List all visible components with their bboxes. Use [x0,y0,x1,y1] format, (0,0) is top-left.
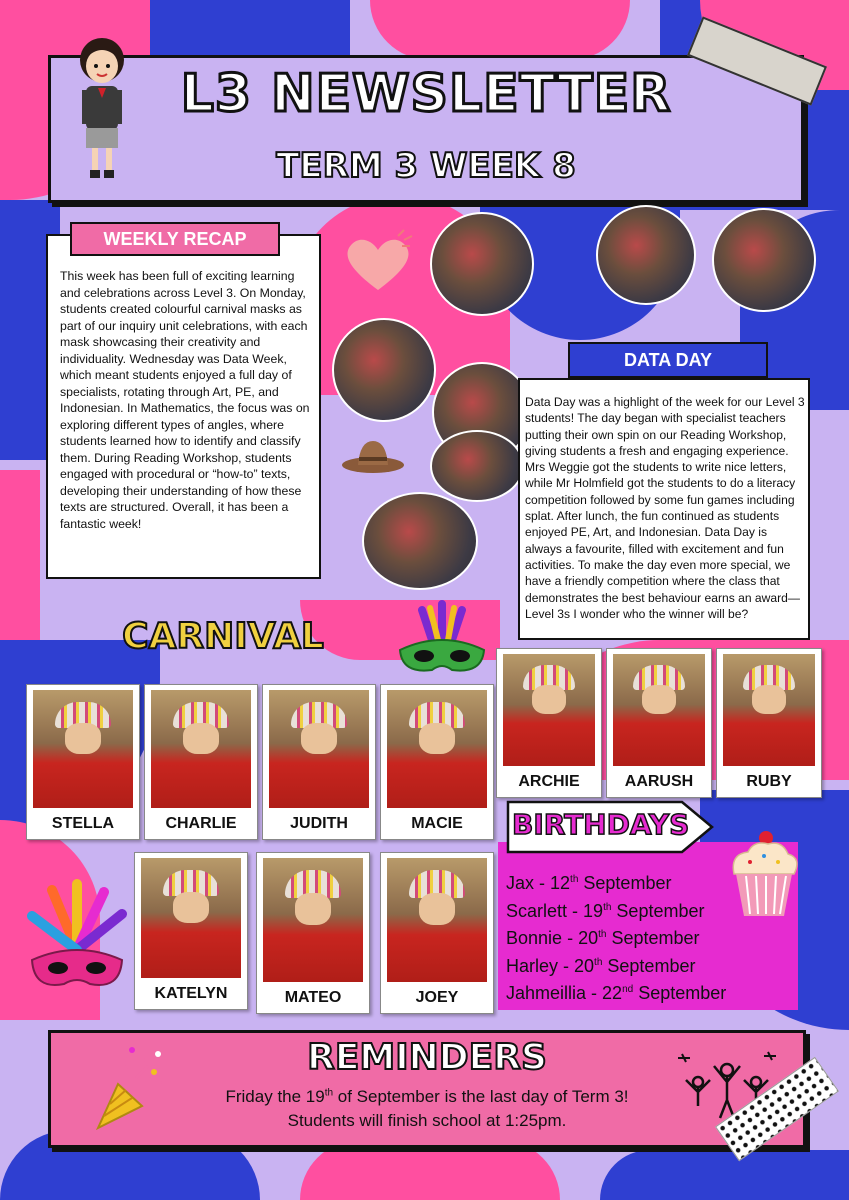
student-card [716,648,822,798]
carnival-logo [122,606,324,666]
weekly-recap-text: This week has been full of exciting learning and celebrations across Level 3. On Monday, students created colourful carnival masks as part of our inquiry unit celebrations, with each mask showcasing their creativity and individuality. Wednesday was Data Week, which meant students enjoyed a full day of specialists, rotating through Art, PE, and Indonesian. In Mathematics, the focus was on exploring different types of angles, where students learned how to identify and classify them. During Reading Workshop, students engaged with procedural or “how-to” texts, developing their understanding of how these texts are structured. Overall, it has been a fantastic week! [60,269,310,531]
photo-circle [362,492,478,590]
birthday-list [506,868,726,1006]
photo-circle [430,430,524,502]
hat-icon [340,435,406,480]
student-name: KATELYN [154,985,228,1002]
student-card [380,852,494,1014]
student-name: AARUSH [624,773,694,790]
photo-circle [430,212,534,316]
photo-circle [712,208,816,312]
birthday-entry: Jax - 12th September [506,873,672,893]
birthdays-heading: BIRTHDAYS [512,808,690,841]
student-card [606,648,712,798]
photo-circle [596,205,696,305]
carnival-mask-icon [392,600,492,691]
birthday-entry: Scarlett - 19th September [506,900,705,921]
birthdays-heading-arrow [506,800,716,854]
reminders-heading: REMINDERS [307,1037,547,1078]
newsletter-title: L3 NEWSLETTER [180,64,672,124]
newsletter-header [48,55,804,203]
student-card [380,684,494,840]
carnival-word: CARNIVAL [122,616,324,657]
student-cartoon [72,36,132,182]
student-card [262,684,376,840]
party-popper-icon [92,1040,172,1137]
student-card [496,648,602,798]
newsletter-subtitle: TERM 3 WEEK 8 [276,146,576,186]
birthday-entry: Harley - 20th September [506,955,696,976]
student-card [144,684,258,840]
birthday-entry: Bonnie - 20th September [506,928,700,948]
heart-icon [338,228,418,303]
student-card [134,852,248,1010]
student-card [256,852,370,1014]
reminders-line-1: Friday the 19th of September is the last day of Term 3! [225,1087,629,1106]
feather-mask-icon [22,880,132,1015]
cupcake-icon [724,828,804,925]
student-card [26,684,140,840]
student-name: JUDITH [290,815,348,832]
student-name: MACIE [411,815,463,832]
weekly-recap-heading: WEEKLY RECAP [70,222,280,256]
student-name: STELLA [51,815,115,832]
reminders-line-2: Students will finish school at 1:25pm. [287,1111,567,1130]
student-name: ARCHIE [518,773,580,790]
data-day-text: Data Day was a highlight of the week for our Level 3 students! The day began with specialist teachers putting their own spin on our Reading Workshop, giving students a fresh and engaging experience. Mrs Weggie got the students to write nice letters, while Mr Holmfield got the students to do a literacy competition followed by some fun games including splat. After lunch, the fun continued as students enjoyed PE, Art, and Indonesian. Data Day is always a favourite, filled with excitement and fun activities. To make the day even more special, we have a friendly competition where the class that demonstrates the best behaviour earns an award—Level 3s I wonder who the winner will be? [525,395,805,621]
student-name: JOEY [415,989,459,1006]
student-name: RUBY [746,773,792,790]
student-name: MATEO [284,989,342,1006]
student-name: CHARLIE [165,815,237,832]
data-day-heading: DATA DAY [568,342,768,378]
birthday-entry: Jahmeillia - 22nd September [506,983,727,1003]
photo-circle [332,318,436,422]
